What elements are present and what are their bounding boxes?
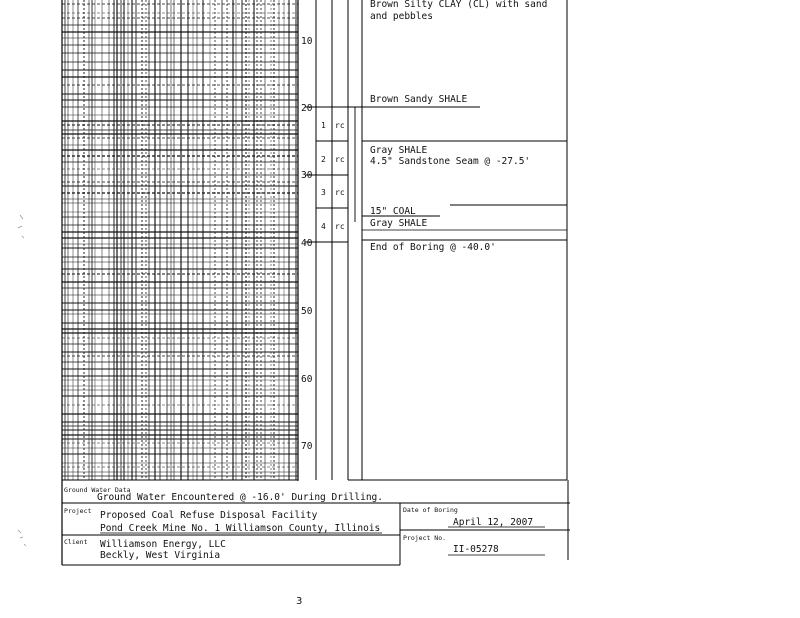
depth-label-10: 10	[301, 36, 313, 47]
sample-number: 4	[321, 222, 326, 231]
depth-label-50: 50	[301, 306, 313, 317]
client-line: Williamson Energy, LLC	[100, 539, 226, 550]
depth-scale	[301, 0, 318, 480]
sample-number: 1	[321, 121, 326, 130]
sample-type: rc	[335, 188, 345, 197]
groundwater-text: Ground Water Encountered @ -16.0' During Drilling.	[97, 492, 383, 503]
client-line: Beckly, West Virginia	[100, 550, 221, 561]
stratum-description: 4.5" Sandstone Seam @ -27.5'	[370, 156, 531, 167]
project-line: Pond Creek Mine No. 1 Williamson County, Illinois	[100, 523, 381, 534]
depth-label-30: 30	[301, 170, 313, 181]
stratum-description: End of Boring @ -40.0'	[370, 242, 496, 253]
project-no-label: Project No.	[403, 534, 447, 542]
sample-type: rc	[335, 222, 345, 231]
sample-type: rc	[335, 155, 345, 164]
stratum-description: Gray SHALE	[370, 218, 428, 229]
stratum-description: Gray SHALE	[370, 145, 428, 156]
stratum-description: Brown Silty CLAY (CL) with sand	[370, 0, 548, 10]
sample-number: 2	[321, 155, 326, 164]
depth-label-60: 60	[301, 374, 313, 385]
sample-columns	[316, 0, 362, 480]
stratum-description: Brown Sandy SHALE	[370, 94, 468, 105]
stratum-description: 15" COAL	[370, 206, 416, 217]
sample-type: rc	[335, 121, 345, 130]
depth-label-20: 20	[301, 103, 313, 114]
depth-label-40: 40	[301, 238, 313, 249]
groundwater-label: Ground Water Data	[64, 486, 131, 494]
client-label: Client	[64, 538, 88, 546]
sample-number: 3	[321, 188, 326, 197]
project-label: Project	[64, 507, 92, 515]
date-project-no-block	[400, 506, 570, 555]
depth-label-70: 70	[301, 441, 313, 452]
date-of-boring-label: Date of Boring	[403, 506, 458, 514]
page-number: 3	[296, 596, 303, 607]
project-line: Proposed Coal Refuse Disposal Facility	[100, 510, 318, 521]
scan-artifacts	[18, 215, 26, 546]
stratum-description: and pebbles	[370, 11, 433, 22]
date-of-boring-value: April 12, 2007	[453, 517, 534, 528]
project-no-value: II-05278	[453, 544, 499, 555]
strata-descriptions	[348, 0, 567, 480]
client-block	[62, 538, 400, 565]
